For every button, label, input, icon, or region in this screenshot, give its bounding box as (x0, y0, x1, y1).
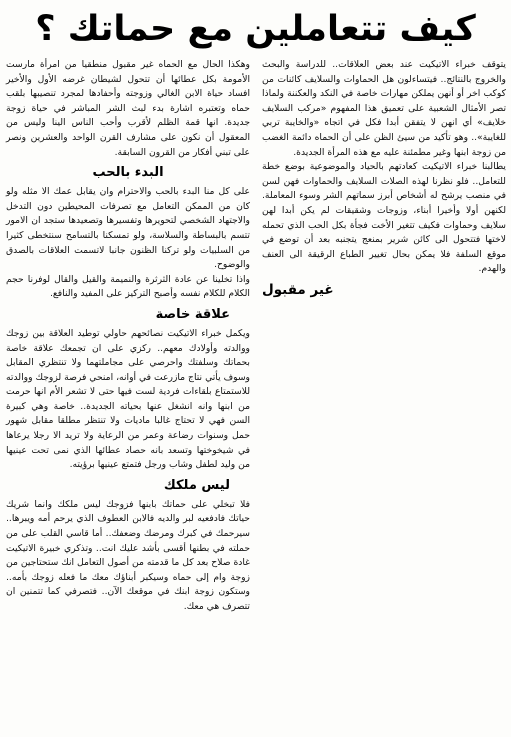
section-heading-not-yours: ليس ملكك (163, 477, 230, 493)
section-heading-special-relation: علاقة خاصة (155, 306, 230, 322)
section-3-paragraph-1: فلا تبخلي على حماتك بابنها فزوجك ليس ملكك وانما شريك حياتك فادفعيه لبر والديه فالابن العطوف الذي يرحم أمه ويبرها.. سيرحمك في كبرك ومرضك وضعفك.. أما قاسي القلب على من حملته في بطنها أقسى بأشد عليك انت.. وتذكري خبيرة الاتيكيت غادة صلاح بعد كل ما قدمته من أصول التعامل انك ستحتاجين من زوجة وام إلى حماه وسيكبر أبناؤك معك ما فعله زوجك بأمه.. وستكون زوجة ابنك في موقعك الآن.. فتصرفي كما تتمنين ان تتصرف هي معك. (6, 498, 250, 612)
section-1-paragraph-2: واذا تخلينا عن عادة الثرثرة والنميمة والقيل والقال لوفرنا حجم الكلام للكلام نفسه وأصبح التركيز على المفيد والنافع. (6, 273, 250, 300)
section-2-paragraph-1: ويكمل خبراء الاتيكيت نصائحهم حاولي توطيد العلاقة بين زوجك ووالدته وأولادك معهم.. ركزي على ان تجمعك علاقة خاصة بحماتك وسلفتك واحرصي على مجاملتهما ولا تنتظري المقابل وسوف يأتي نتاج مازرعت في أوانه، امنحي فرصة لزوجك ووالدته للاستمتاع بلقاءات فردية لست فيها حتى لا تشعر الأم انها حرمت من ابنها وانه انشغل عنها بحياته الجديدة.. خاصة وهي كبيرة السن فهي لا تحتاج غالبا ماديات ولا تنتظر مطلقا مقابل شهور حمل وسنوات رضاعة وعمر من الرعاية ولا تريد الا رجلا يرعاها في شيخوختها وتسعد بانه حصاد عطائها الذي نمى تحت عينيها من وليد لطفل وشاب ورجل فتمتع عينيها برؤيته. (6, 327, 250, 471)
section-1-paragraph-1: على كل منا البدء بالحب والاحترام وان يقابل عمك الا مثله ولو كان من الممكن التعامل مع تصرفات المحيطين دون التدخل والاجتهاد الشخصي لتحويرها وتفسيرها وتصعيدها ستجد ان الامور تتسم بالبساطة والسلاسة، ولو تمسكنا بالتسامح سنتخطى كثيرا من السلبيات ولو تركنا الظنون جانبا لاتسمت العلاقات بالصدق والوضوح. (6, 186, 250, 271)
left-paragraph-1: وهكذا الحال مع الحماه غير مقبول منطقيا من امرأة مارست الأمومة بكل عطائها أن تتحول لشيطان غرضه الأول والأخير افساد حياة الابن الغالي وزوجته وأحفادها لمجرد تنصيبها بلقب حماه وتعتبره اشارة بدء لبث الشر المباشر في حياة زوجة جديدة. انها قمة الظلم لأقرب وأحب الناس الينا وليس من المعقول أن نكون على مشارف القرن الواحد والعشرين ونصر على تبني أفكار من القرون السابقة. (6, 59, 250, 158)
article-headline: كيف تتعاملين مع حماتك ؟ (35, 9, 476, 49)
right-column (262, 58, 506, 298)
left-column (6, 58, 250, 733)
right-paragraph-2: يطالبنا خبراء الاتيكيت كعادتهم بالحياد والموضوعية بوضع خطة للتعامل.. فلو نظرنا لهذه الصلات السلايف والحماوات فهن لسن في منصب يرشح له أشخاص أبرز سماتهم الشر وسوء المعاملة. لكنهن أولا وأخيرا أبناء، وزوجات وشقيقات لم يكن أبدا لهن سلايف وحماوات فكيف تتغير الأخت فجأة بكل الحب الذي تحمله لاختها فتتحول الى كائن شرير بمنعج يتجنبه بعد أن توضع في موقع السلفة فلا يمكن بحال تغيير الطباع الرقيقة الى العنف والهدم. (262, 161, 506, 275)
section-heading-love: البدء بالحب (92, 165, 164, 181)
right-end-heading: غير مقبول (262, 281, 334, 298)
right-paragraph-1: يتوقف خبراء الاتيكيت عند بعض العلاقات.. للدراسة والبحث والخروج بالنتائج.. فيتساءلون هل الحماوات والسلايف كائنات من كوكب اخر أو أنهن يملكن مهارات خاصة في النكد والعكننة ولماذا تصر الأمثال الشعبية على تعميق هذا المفهوم «مركب السلايف خلايف» أي انهن لا يتفقن أبدا فكل في اتجاه «والخايبة تربي للغايبة».. وهو تأكيد من سيئ الظن على أن الحماه دائمة الغضب من زوجة ابنها وغير مطمئنة عليه مع هذه المرأة الجديدة. (262, 59, 506, 158)
